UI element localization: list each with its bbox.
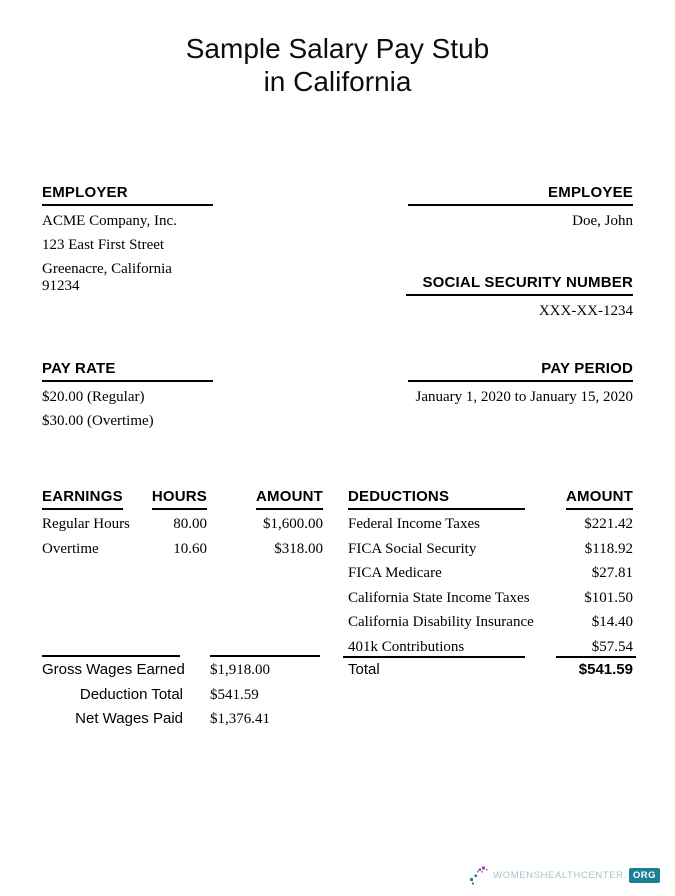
deduction-row-amount: $221.42 <box>584 516 633 532</box>
earnings-row-amount: $1,600.00 <box>263 516 323 532</box>
pay-rate-overtime: $30.00 (Overtime) <box>42 413 154 429</box>
earnings-amount-header-label: AMOUNT <box>256 488 323 510</box>
employer-address-line2: Greenacre, California 91234 <box>42 261 172 294</box>
summary-row-value: $541.59 <box>210 687 259 703</box>
pay-rate-section <box>42 360 213 430</box>
pay-rate-heading: PAY RATE <box>42 360 213 382</box>
earnings-row-label: Regular Hours <box>42 516 130 532</box>
summary-row-label: Deduction Total <box>79 686 183 703</box>
deductions-amount-header-label: AMOUNT <box>566 488 633 510</box>
employer-name: ACME Company, Inc. <box>42 213 177 229</box>
title-line-1: Sample Salary Pay Stub <box>185 33 490 64</box>
deduction-row-label: Federal Income Taxes <box>348 516 480 532</box>
earnings-header-label: EARNINGS <box>42 488 123 510</box>
pay-rate-regular: $20.00 (Regular) <box>42 389 145 405</box>
ssn-heading: SOCIAL SECURITY NUMBER <box>406 274 633 296</box>
deduction-row-amount: $14.40 <box>591 614 633 630</box>
ssn-value: XXX-XX-1234 <box>538 303 633 319</box>
employer-address-line1: 123 East First Street <box>42 237 165 253</box>
deduction-row-label: 401k Contributions <box>348 639 465 655</box>
hours-header-label: HOURS <box>152 488 207 510</box>
employee-heading: EMPLOYEE <box>408 184 633 206</box>
deductions-table <box>348 488 633 758</box>
deductions-header-label: DEDUCTIONS <box>348 488 525 510</box>
summary-row-label: Gross Wages Earned <box>42 661 185 678</box>
employer-heading: EMPLOYER <box>42 184 213 206</box>
pay-period-heading: PAY PERIOD <box>408 360 633 382</box>
summary-row-value: $1,918.00 <box>210 662 270 678</box>
summary-row-value: $1,376.41 <box>210 711 270 727</box>
employee-section <box>408 184 633 230</box>
earnings-row-hours: 10.60 <box>173 541 207 557</box>
pay-period-section <box>408 360 633 406</box>
deduction-row-amount: $57.54 <box>591 639 633 655</box>
summary-rule-right <box>210 655 320 657</box>
deductions-total-label: Total <box>348 661 380 678</box>
employer-section <box>42 184 213 295</box>
wages-summary <box>42 488 323 758</box>
earnings-row-hours: 80.00 <box>173 516 207 532</box>
footer-brand-text: WOMENSHEALTHCENTER. <box>493 870 627 881</box>
ssn-section <box>406 274 633 320</box>
deduction-row-amount: $118.92 <box>584 541 633 557</box>
deduction-row-label: California Disability Insurance <box>348 614 534 630</box>
summary-rule-left <box>42 655 180 657</box>
deduction-row-label: California State Income Taxes <box>348 590 530 606</box>
deduction-row-amount: $27.81 <box>591 565 633 581</box>
tables-area <box>42 488 633 758</box>
deductions-total-amount: $541.59 <box>578 661 633 678</box>
deductions-total-rule-left <box>343 656 525 658</box>
deduction-row-label: FICA Social Security <box>348 541 477 557</box>
earnings-row-amount: $318.00 <box>274 541 323 557</box>
title-line-2: in California <box>263 66 412 97</box>
deductions-total-rule-right <box>556 656 636 658</box>
pay-period-value: January 1, 2020 to January 15, 2020 <box>415 389 633 405</box>
employee-name: Doe, John <box>572 213 633 229</box>
summary-row-label: Net Wages Paid <box>75 710 183 727</box>
deduction-row-label: FICA Medicare <box>348 565 442 581</box>
document-title <box>0 32 675 98</box>
dots-sparkle-icon <box>469 865 490 886</box>
deductions-amount-header <box>348 488 633 510</box>
footer-brand-badge: ORG <box>629 868 660 883</box>
footer-logo <box>469 865 660 886</box>
earnings-row-label: Overtime <box>42 541 99 557</box>
deduction-row-amount: $101.50 <box>584 590 633 606</box>
